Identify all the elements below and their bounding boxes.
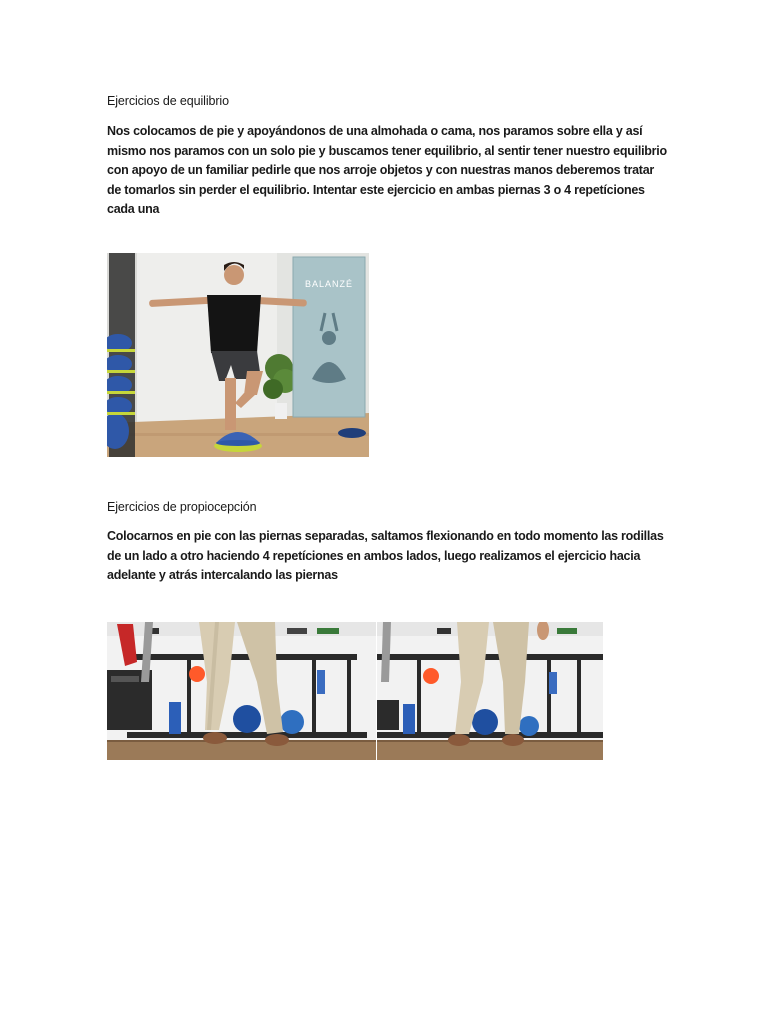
- heading-propiocepcion: Ejercicios de propiocepción: [107, 500, 257, 514]
- photo-jump-exercise-right: [377, 622, 603, 760]
- paragraph-equilibrio: Nos colocamos de pie y apoyándonos de una almohada o cama, nos paramos sobre ella y así mismo nos paramos con un solo pie y buscamos tener equilibrio, al sentir tener nuestro equilibrio con apoyo de un familiar pedirle que nos arroje objetos y con nuestras manos deberemos tratar de tomarlos sin perder el equilibrio. Intentar este ejercicio en ambas piernas 3 o 4 repetíciones cada una: [107, 124, 667, 217]
- paragraph-propiocepcion: Colocarnos en pie con las piernas separadas, saltamos flexionando en todo momento las rodillas de un lado a otro haciendo 4 repetíciones en ambos lados, luego realizamos el ejercicio hacia adelante y atrás intercalando las piernas: [107, 529, 664, 583]
- photo-jump-exercise-left: [107, 622, 376, 760]
- photo-balance-exercise: [107, 253, 369, 457]
- banner-brand-text: BALANZÉ: [304, 279, 354, 289]
- heading-equilibrio: Ejercicios de equilibrio: [107, 94, 229, 108]
